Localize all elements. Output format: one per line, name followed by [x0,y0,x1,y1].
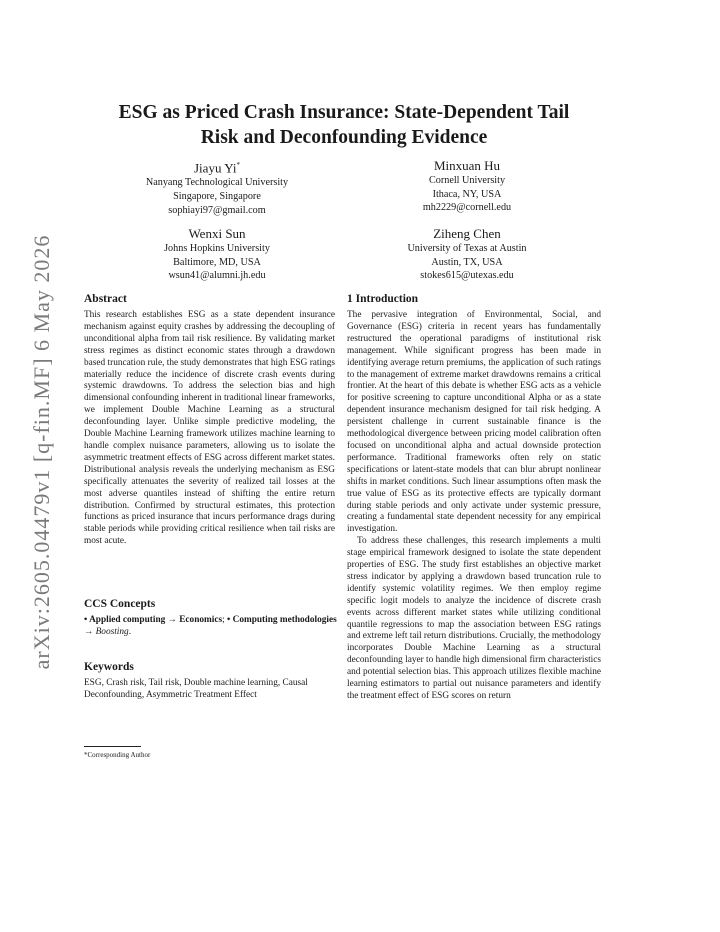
abstract-text: This research establishes ESG as a state dependent insurance mechanism against equity crashes by addressing the decoupling of unconditional alpha from tail risk resilience. By validating market stress regimes as distinct economic states through a drawdown based truncation rule, the study demonstrates that high ESG ratings materially reduce the incidence of discrete crash events during systemic drawdowns. To address the selection bias and high dimensional confounding inherent in traditional linear frameworks, we implement Double Machine Learning as a structural deconfounding layer. Unlike simple predictive modeling, the Double Machine Learning framework utilizes machine learning to handle complex nuisance parameters, allowing us to isolate the asymmetric treatment effects of ESG across different market states. Distributional analysis reveals the underlying mechanism as ESG specifically attenuates the severity of realized tail losses at the most adverse quantiles instead of shifting the entire return distribution. Confirmed by structural estimates, this protection functions as priced insurance that incurs performance drags during stable periods while providing critical resilience when tail risks are most acute. [84,310,335,547]
title-line-2: Risk and Deconfounding Evidence [200,127,488,148]
footnote-corresponding-author: *Corresponding Author [84,751,151,759]
author-block-3 [87,225,347,283]
author-affiliation: Nanyang Technological University [145,177,289,189]
ccs-arrow: → [165,615,180,625]
author-email[interactable]: sophiayi97@gmail.com [168,204,266,216]
author-name: Minxuan Hu [433,158,501,173]
introduction-paragraph-1: The pervasive integration of Environmental, Social, and Governance (ESG) criteria in recent years has fundamentally restructured the operational paradigms of institutional risk management. While significant progress has been made in identifying average return premiums, the application of such ratings to the management of extreme market drawdowns remains a critical frontier. At the heart of this debate is whether ESG acts as a vehicle for positive screening to capture unconditional Alpha or as a state dependent insurance mechanism designed for tail risk hedging. A persistent challenge in current sustainable finance is the methodological divergence between pricing model calibration often focused on unconditional alpha and actual downside protection performance. Traditional frameworks often rely on static specifications or latent-state models that can blur abrupt nonlinear shifts in market conditions. Such linear assumptions often mask the true value of ESG as its protective effects are typically dormant during stable periods and only activate under systemic pressure, creating a fundamental state dependent necessity for any empirical investigation. [347,310,601,535]
ccs-separator: ; [222,615,228,625]
author-block-4 [337,225,597,283]
ccs-term-boosting: Boosting [95,626,129,637]
author-affiliation: Cornell University [428,175,506,186]
author-location: Ithaca, NY, USA [432,188,502,200]
author-name: Jiayu Yi* [194,160,240,176]
ccs-end: . [128,626,132,637]
ccs-concepts-text [84,615,346,639]
ccs-term-economics: Economics [179,615,223,625]
keywords-heading: Keywords [84,661,134,673]
author-block-2 [337,157,597,215]
arxiv-identifier-stamp: arXiv:2605.04479v1 [q-fin.MF] 6 May 2026 [29,234,54,670]
author-name: Wenxi Sun [188,226,246,241]
right-column [347,292,601,703]
author-block-1 [87,157,347,217]
author-email[interactable]: mh2229@cornell.edu [422,202,512,214]
ccs-heading: CCS Concepts [84,598,156,610]
introduction-paragraph-2: To address these challenges, this research implements a multi stage empirical framework designed to isolate the state dependent properties of ESG. The study first establishes an objective market stress indicator by applying a drawdown based truncation rule to identify systemic volatility regimes. We then employ regime specific logit models to analyze the incidence of discrete crash events across different market states while utilizing conditional quantile regressions to map the association between ESG ratings and extreme left tail return distributions. Crucially, the methodology incorporates Double Machine Learning as a structural deconfounding layer to handle high dimensional firm characteristics and potential selection bias. This approach utilizes flexible machine learning estimators to partial out nuisance parameters and identify the treatment effect of ESG scores on return [347,536,601,701]
ccs-bullet-applied-computing: • Applied computing [84,615,166,625]
ccs-bullet-computing-methodologies: • Computing methodologies [227,615,337,625]
paper-title [84,100,604,150]
ccs-concepts-section [84,597,346,639]
left-column [84,292,335,548]
author-affiliation: University of Texas at Austin [407,243,527,254]
author-email[interactable]: stokes615@utexas.edu [420,270,514,282]
abstract-heading: Abstract [84,293,127,305]
ccs-arrow: → [84,626,96,637]
keywords-text: ESG, Crash risk, Tail risk, Double machine learning, Causal Deconfounding, Asymmetric Treatment Effect [84,678,308,700]
author-name: Ziheng Chen [433,226,501,241]
author-email[interactable]: wsun41@alumni.jh.edu [168,270,266,282]
author-affiliation: Johns Hopkins University [164,243,270,254]
title-line-1: ESG as Priced Crash Insurance: State-Dependent Tail [118,102,570,123]
author-location: Austin, TX, USA [431,256,503,268]
footnote-divider [84,746,141,747]
corresponding-mark: * [236,161,240,169]
introduction-heading: 1 Introduction [347,293,419,305]
keywords-section [84,660,339,702]
author-location: Singapore, Singapore [173,190,261,202]
author-location: Baltimore, MD, USA [173,256,261,268]
